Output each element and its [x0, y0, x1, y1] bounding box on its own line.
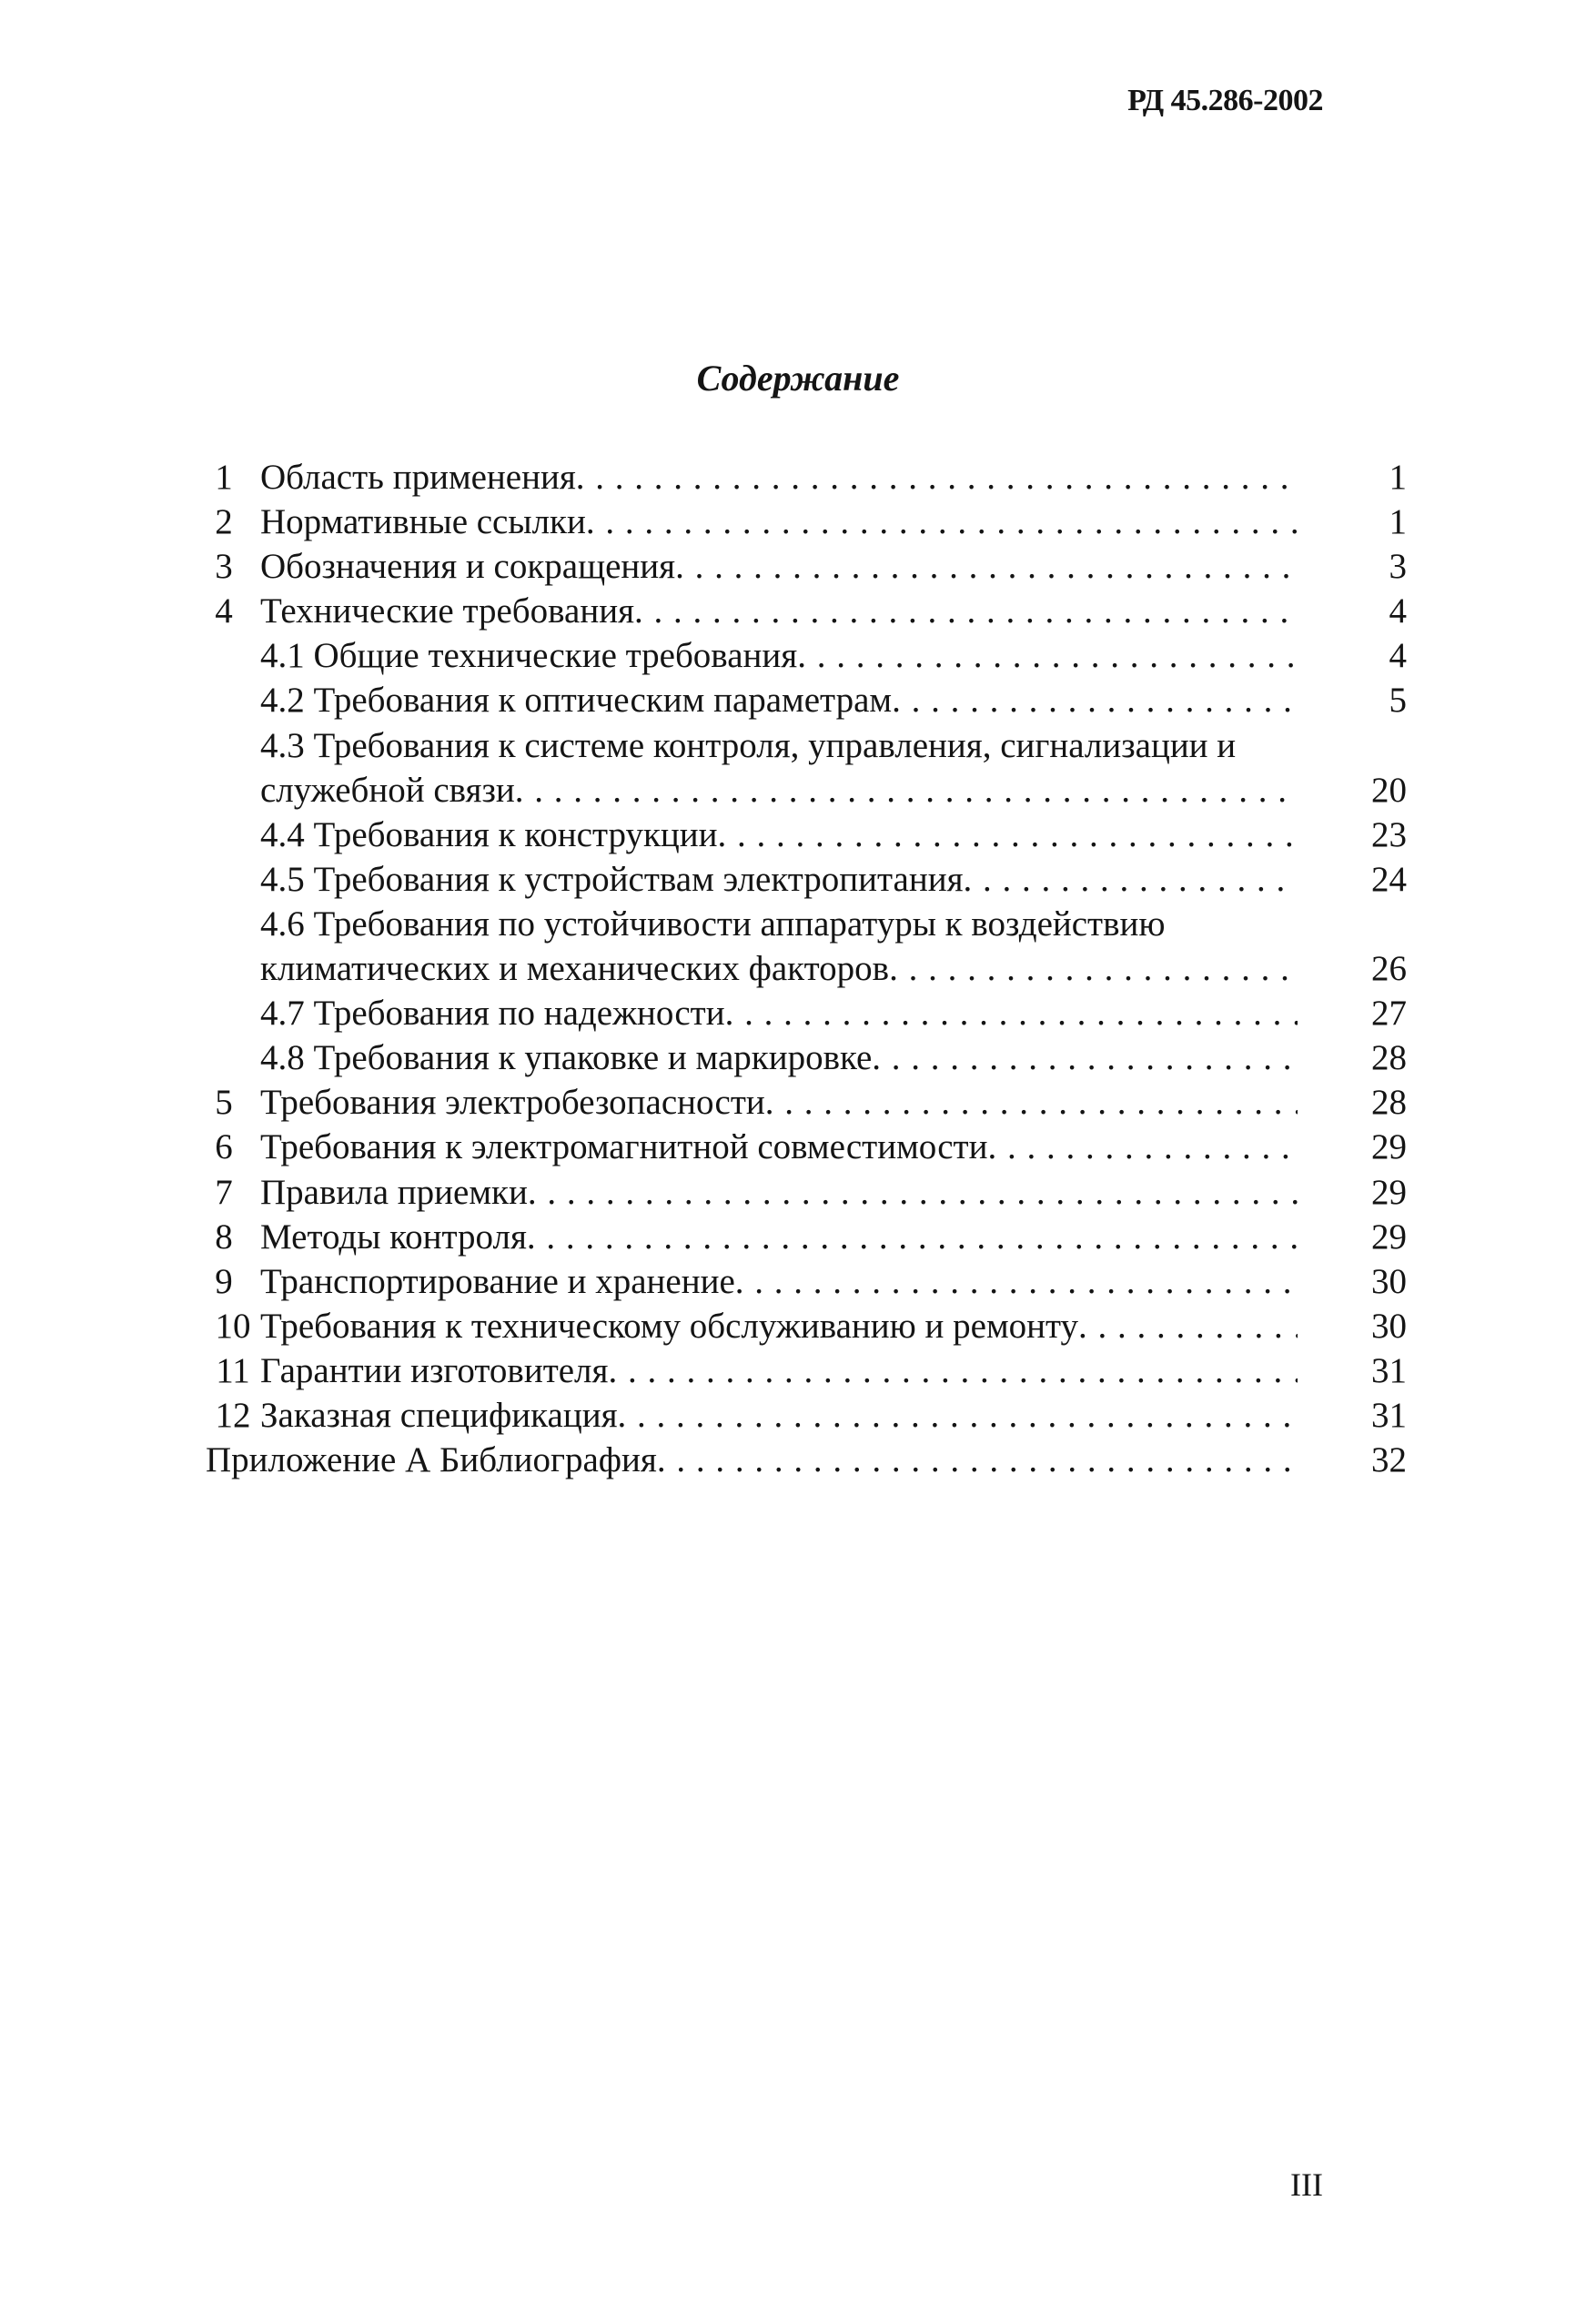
toc-page: 28 [1371, 1083, 1407, 1123]
toc-number: 11 [216, 1350, 250, 1390]
toc-number: 4 [215, 591, 233, 631]
toc-row[interactable] [206, 857, 1407, 902]
toc-row[interactable] [206, 1215, 1407, 1259]
toc-label: 4.4 Требования к конструкции [260, 814, 718, 854]
document-code: РД 45.286-2002 [1127, 84, 1323, 117]
toc-leader [527, 1215, 1298, 1259]
toc-leader [618, 1393, 1298, 1438]
toc-page: 4 [1389, 636, 1407, 676]
toc-row[interactable] [206, 1393, 1407, 1438]
toc-page: 31 [1371, 1395, 1407, 1435]
toc-label: 4.1 Общие технические требования [260, 636, 798, 676]
toc-page: 24 [1371, 859, 1407, 899]
toc-page: 29 [1371, 1127, 1407, 1167]
toc-row[interactable] [206, 813, 1407, 857]
toc-leader [892, 678, 1298, 722]
toc-label: Правила приемки [260, 1172, 528, 1212]
toc-row[interactable] [206, 544, 1407, 589]
toc-page: 32 [1371, 1440, 1407, 1480]
toc-leader [889, 946, 1298, 991]
toc-number: 5 [215, 1083, 233, 1123]
toc-row[interactable] [206, 455, 1407, 500]
toc-page: 30 [1371, 1306, 1407, 1346]
toc-label: Область применения [260, 458, 576, 497]
toc-row[interactable] [206, 768, 1407, 813]
toc-page: 27 [1371, 994, 1407, 1034]
toc-label: 4.2 Требования к оптическим параметрам [260, 681, 893, 721]
toc-number: 7 [215, 1172, 233, 1212]
toc-page: 31 [1371, 1350, 1407, 1390]
table-of-contents [206, 455, 1407, 1482]
toc-leader [657, 1438, 1298, 1482]
toc-label: Транспортирование и хранение [260, 1261, 735, 1301]
toc-row[interactable] [206, 902, 1407, 946]
toc-leader [634, 589, 1298, 633]
toc-leader [528, 1170, 1298, 1215]
toc-label: 4.3 Требования к системе контроля, управления, сигнализации и [260, 725, 1237, 765]
toc-row[interactable] [206, 1035, 1407, 1080]
toc-page: 30 [1371, 1261, 1407, 1301]
toc-label: 4.7 Требования по надежности [260, 994, 725, 1034]
toc-row[interactable] [206, 1080, 1407, 1125]
toc-leader [735, 1259, 1298, 1304]
toc-row[interactable] [206, 946, 1407, 991]
toc-label: Приложение А Библиография [206, 1440, 657, 1480]
toc-row[interactable] [206, 1170, 1407, 1215]
toc-leader [586, 500, 1298, 544]
toc-leader [765, 1080, 1298, 1125]
toc-page: 20 [1371, 770, 1407, 810]
toc-page: 23 [1371, 814, 1407, 854]
toc-label: Требования электробезопасности [260, 1083, 765, 1123]
page-title: Содержание [696, 358, 900, 399]
toc-row[interactable] [206, 1438, 1407, 1482]
toc-number: 6 [215, 1127, 233, 1167]
toc-row[interactable] [206, 991, 1407, 1035]
toc-number: 8 [215, 1217, 233, 1257]
toc-label: Гарантии изготовителя [260, 1350, 609, 1390]
toc-leader [797, 633, 1298, 678]
toc-number: 9 [215, 1261, 233, 1301]
toc-label: Технические требования [260, 591, 635, 631]
toc-label: Методы контроля [260, 1217, 527, 1257]
toc-label: Обозначения и сокращения [260, 547, 676, 587]
toc-leader [725, 991, 1298, 1035]
toc-row[interactable] [206, 723, 1407, 768]
toc-number: 1 [215, 458, 233, 497]
toc-page: 29 [1371, 1172, 1407, 1212]
toc-row[interactable] [206, 678, 1407, 722]
toc-row[interactable] [206, 589, 1407, 633]
toc-label: Требования к техническому обслуживанию и ремонту [260, 1306, 1079, 1346]
toc-label: Нормативные ссылки [260, 502, 586, 542]
toc-label: 4.6 Требования по устойчивости аппаратуры к воздействию [260, 904, 1166, 944]
toc-page: 26 [1371, 949, 1407, 989]
toc-leader [675, 544, 1298, 589]
toc-page: 1 [1389, 502, 1407, 542]
toc-label: 4.8 Требования к упаковке и маркировке [260, 1038, 873, 1078]
toc-leader [964, 857, 1298, 902]
toc-label: Требования к электромагнитной совместимости [260, 1127, 988, 1167]
toc-label: Заказная спецификация [260, 1395, 618, 1435]
toc-leader [608, 1348, 1298, 1393]
toc-number: 2 [215, 502, 233, 542]
toc-page: 1 [1389, 458, 1407, 497]
toc-page: 28 [1371, 1038, 1407, 1078]
toc-row[interactable] [206, 633, 1407, 678]
toc-leader [718, 813, 1298, 857]
toc-number: 10 [215, 1306, 251, 1346]
toc-label: климатических и механических факторов [260, 949, 890, 989]
toc-leader [987, 1125, 1298, 1169]
toc-row[interactable] [206, 500, 1407, 544]
toc-number: 12 [215, 1395, 251, 1435]
toc-page: 5 [1389, 681, 1407, 721]
toc-label: 4.5 Требования к устройствам электропитания [260, 859, 964, 899]
toc-row[interactable] [206, 1259, 1407, 1304]
toc-leader [576, 455, 1298, 500]
toc-leader [872, 1035, 1298, 1080]
toc-page: 3 [1389, 547, 1407, 587]
toc-page: 4 [1389, 591, 1407, 631]
toc-leader [515, 768, 1298, 813]
toc-number: 3 [215, 547, 233, 587]
toc-page: 29 [1371, 1217, 1407, 1257]
toc-row[interactable] [206, 1304, 1407, 1348]
toc-row[interactable] [206, 1125, 1407, 1169]
toc-leader [1078, 1304, 1298, 1348]
toc-row[interactable] [206, 1348, 1407, 1393]
page-number: III [1290, 2166, 1323, 2203]
toc-label: служебной связи [260, 770, 515, 810]
